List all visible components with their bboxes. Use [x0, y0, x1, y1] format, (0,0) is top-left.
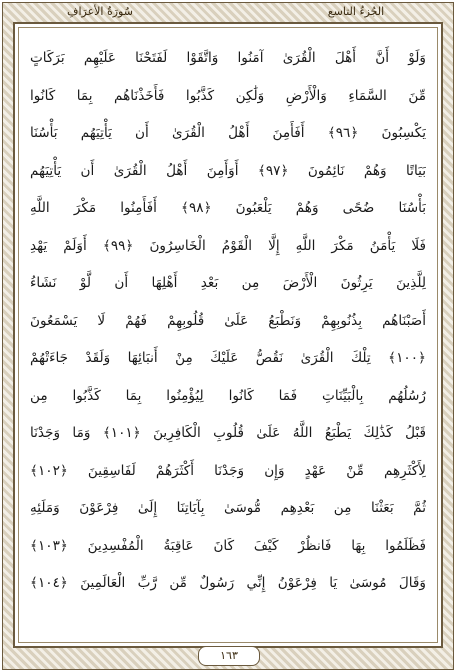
- page-number: ١٦٣: [198, 646, 260, 666]
- text-line: وَقَالَ مُوسَىٰ يَا فِرْعَوْنُ إِنِّي رَسُولٌ مِّن رَّبِّ الْعَالَمِينَ ﴿١٠٤﴾: [30, 575, 426, 591]
- text-line: فَلَا يَأْمَنُ مَكْرَ اللَّهِ إِلَّا الْقَوْمُ الْخَاسِرُونَ ﴿٩٩﴾ أَوَلَمْ يَهْدِ: [30, 237, 426, 254]
- text-line: وَلَوْ أَنَّ أَهْلَ الْقُرَىٰ آمَنُوا وَاتَّقَوْا لَفَتَحْنَا عَلَيْهِم بَرَكَاتٍ: [30, 50, 426, 66]
- text-line: رُسُلُهُم بِالْبَيِّنَاتِ فَمَا كَانُوا لِيُؤْمِنُوا بِمَا كَذَّبُوا مِن: [30, 387, 426, 404]
- text-line: فَظَلَمُوا بِهَا فَانظُرْ كَيْفَ كَانَ عَاقِبَةُ الْمُفْسِدِينَ ﴿١٠٣﴾: [30, 537, 426, 554]
- text-line: قَبْلُ كَذَٰلِكَ يَطْبَعُ اللَّهُ عَلَىٰ قُلُوبِ الْكَافِرِينَ ﴿١٠١﴾ وَمَا وَجَدْنَا: [30, 425, 426, 441]
- text-line: بَيَاتًا وَهُمْ نَائِمُونَ ﴿٩٧﴾ أَوَأَمِنَ أَهْلُ الْقُرَىٰ أَن يَأْتِيَهُم: [30, 162, 426, 179]
- verse-text: [30, 40, 426, 630]
- text-line: بَأْسُنَا ضُحًى وَهُمْ يَلْعَبُونَ ﴿٩٨﴾ أَفَأَمِنُوا مَكْرَ اللَّهِ: [30, 200, 426, 216]
- text-line: ﴿١٠٠﴾ تِلْكَ الْقُرَىٰ نَقُصُّ عَلَيْكَ مِنْ أَنبَائِهَا وَلَقَدْ جَاءَتْهُمْ: [30, 350, 426, 366]
- surah-title: سُورَةُ الأعرَافِ: [67, 5, 133, 18]
- text-line: أَصَبْنَاهُم بِذُنُوبِهِمْ وَنَطْبَعُ عَلَىٰ قُلُوبِهِمْ فَهُمْ لَا يَسْمَعُونَ: [30, 312, 426, 329]
- juz-title: الجُزءُ التاسع: [327, 5, 385, 18]
- text-line: يَكْسِبُونَ ﴿٩٦﴾ أَفَأَمِنَ أَهْلُ الْقُرَىٰ أَن يَأْتِيَهُم بَأْسُنَا: [30, 125, 426, 141]
- text-line: مِّنَ السَّمَاءِ وَالْأَرْضِ وَلَٰكِن كَذَّبُوا فَأَخَذْنَاهُم بِمَا كَانُوا: [30, 87, 426, 104]
- text-line: ثُمَّ بَعَثْنَا مِن بَعْدِهِم مُّوسَىٰ بِآيَاتِنَا إِلَىٰ فِرْعَوْنَ وَمَلَئِهِ: [30, 500, 426, 516]
- text-line: لِلَّذِينَ يَرِثُونَ الْأَرْضَ مِن بَعْدِ أَهْلِهَا أَن لَّوْ نَشَاءُ: [30, 275, 426, 291]
- text-line: لِأَكْثَرِهِم مِّنْ عَهْدٍ وَإِن وَجَدْنَا أَكْثَرَهُمْ لَفَاسِقِينَ ﴿١٠٢﴾: [30, 462, 426, 479]
